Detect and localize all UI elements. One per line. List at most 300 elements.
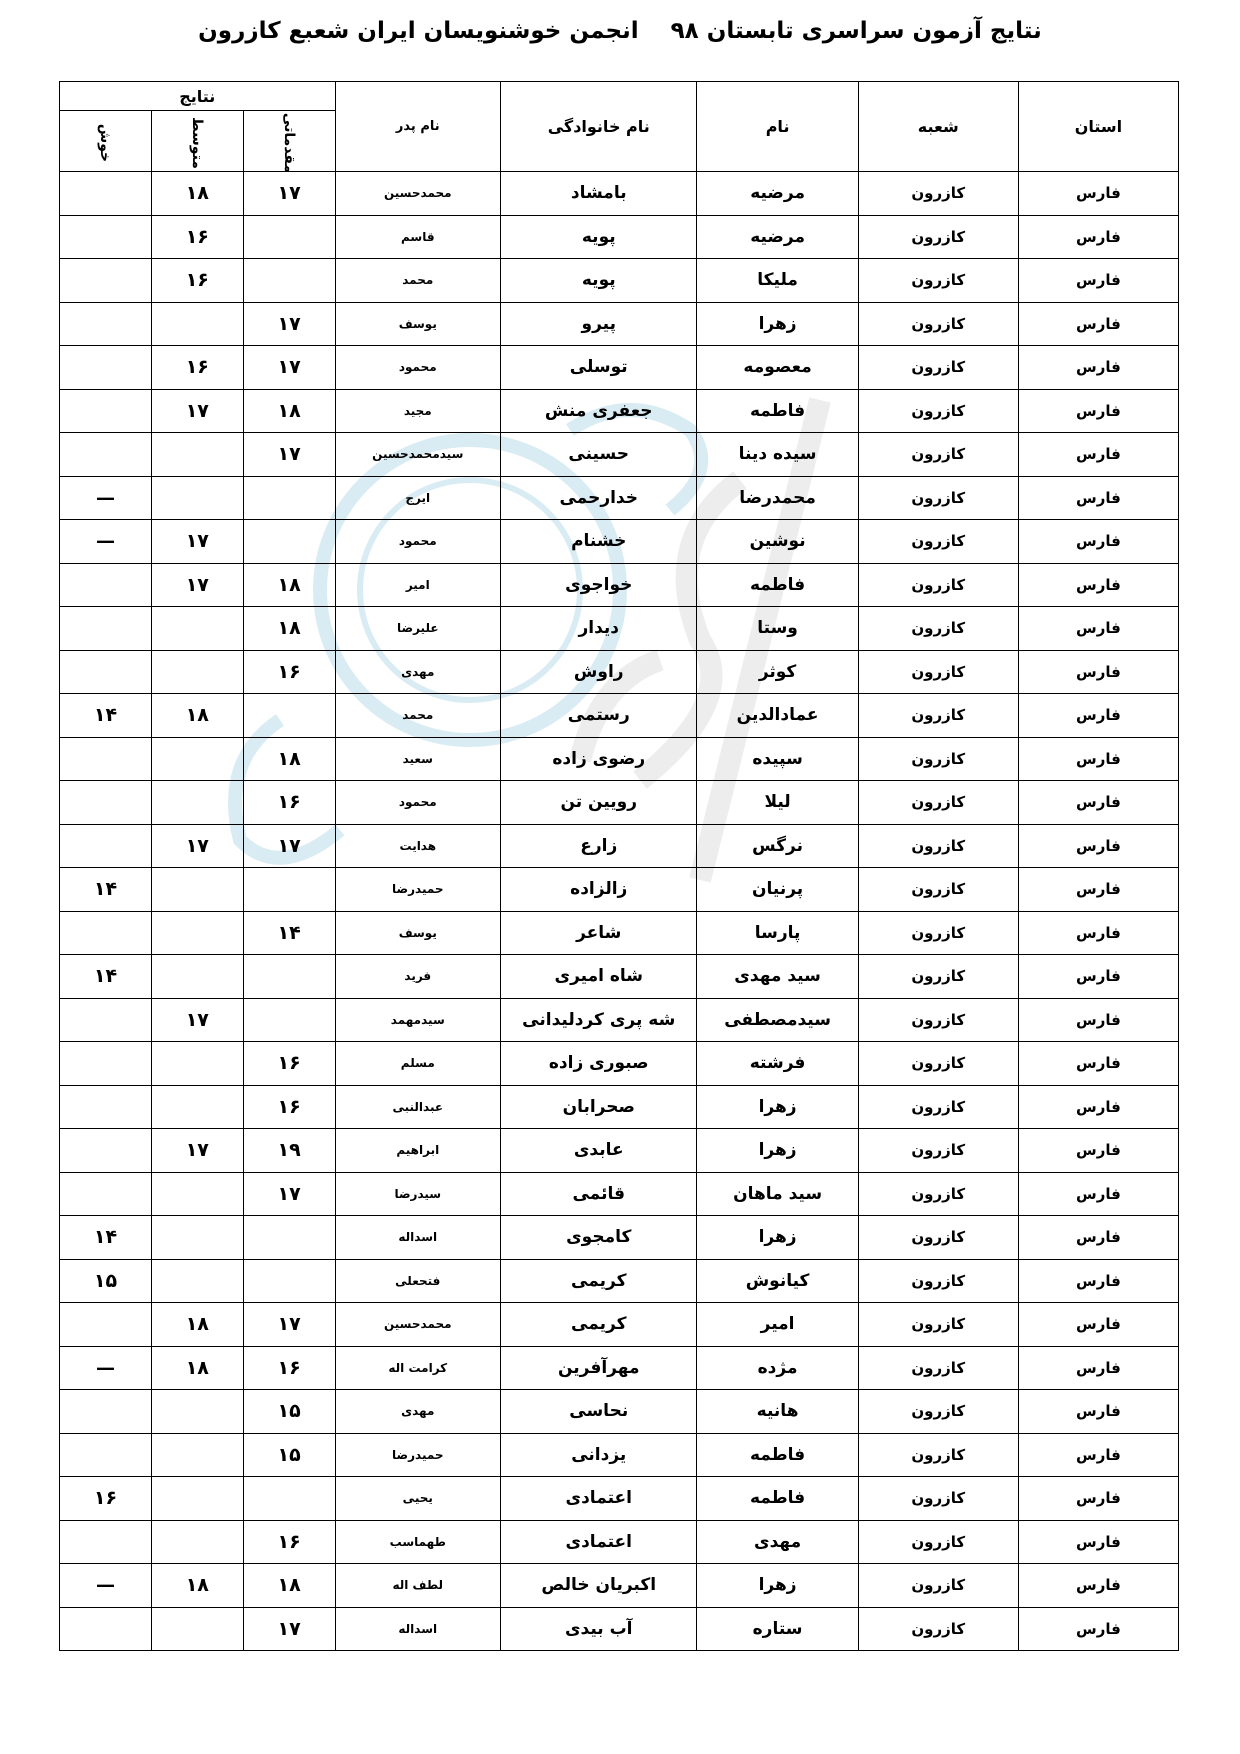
cell-family: حسینی xyxy=(501,433,697,477)
cell-shobe: کازرون xyxy=(858,389,1018,433)
cell-ostan: فارس xyxy=(1018,1303,1178,1347)
cell-ostan: فارس xyxy=(1018,302,1178,346)
cell-father: اسداله xyxy=(335,1607,500,1651)
cell-ostan: فارس xyxy=(1018,998,1178,1042)
cell-moghadamati: ۱۷ xyxy=(243,172,335,216)
cell-father: مهدی xyxy=(335,1390,500,1434)
cell-shobe: کازرون xyxy=(858,1564,1018,1608)
cell-khosh xyxy=(60,1129,152,1173)
cell-father: طهماسب xyxy=(335,1520,500,1564)
cell-ostan: فارس xyxy=(1018,1607,1178,1651)
cell-ostan: فارس xyxy=(1018,1564,1178,1608)
cell-khosh xyxy=(60,259,152,303)
cell-name: لیلا xyxy=(697,781,858,825)
cell-khosh xyxy=(60,1520,152,1564)
cell-shobe: کازرون xyxy=(858,607,1018,651)
cell-father: یوسف xyxy=(335,911,500,955)
cell-moghadamati: ۱۵ xyxy=(243,1390,335,1434)
cell-name: فاطمه xyxy=(697,1433,858,1477)
cell-moghadamati: ۱۹ xyxy=(243,1129,335,1173)
table-row xyxy=(60,1477,1179,1521)
cell-moghadamati xyxy=(243,694,335,738)
cell-khosh xyxy=(60,1042,152,1086)
cell-family: دیدار xyxy=(501,607,697,651)
cell-father: سیدمحمدحسین xyxy=(335,433,500,477)
cell-moghadamati xyxy=(243,215,335,259)
cell-father: محمد xyxy=(335,694,500,738)
cell-khosh: ۱۵ xyxy=(60,1259,152,1303)
cell-ostan: فارس xyxy=(1018,1346,1178,1390)
cell-family: قائمی xyxy=(501,1172,697,1216)
cell-motevaset xyxy=(151,868,243,912)
cell-family: شاعر xyxy=(501,911,697,955)
cell-family: صحرابان xyxy=(501,1085,697,1129)
cell-khosh xyxy=(60,781,152,825)
cell-moghadamati: ۱۵ xyxy=(243,1433,335,1477)
cell-ostan: فارس xyxy=(1018,1477,1178,1521)
cell-khosh xyxy=(60,1085,152,1129)
cell-khosh: ۱۴ xyxy=(60,694,152,738)
cell-khosh: — xyxy=(60,1346,152,1390)
cell-moghadamati: ۱۶ xyxy=(243,650,335,694)
cell-name: سید ماهان xyxy=(697,1172,858,1216)
cell-family: رویین تن xyxy=(501,781,697,825)
header-name: نام xyxy=(697,82,858,172)
title-org: انجمن خوشنویسان ایران شعبع کازرون xyxy=(198,18,639,44)
cell-moghadamati xyxy=(243,955,335,999)
cell-name: پارسا xyxy=(697,911,858,955)
cell-ostan: فارس xyxy=(1018,389,1178,433)
cell-name: کیانوش xyxy=(697,1259,858,1303)
cell-name: هانیه xyxy=(697,1390,858,1434)
cell-family: عابدی xyxy=(501,1129,697,1173)
cell-motevaset: ۱۷ xyxy=(151,563,243,607)
results-table xyxy=(59,81,1179,1651)
header-moghadamati-label: مقدماتی xyxy=(281,112,298,173)
cell-motevaset xyxy=(151,1433,243,1477)
table-row xyxy=(60,302,1179,346)
cell-name: سیده دینا xyxy=(697,433,858,477)
cell-shobe: کازرون xyxy=(858,1477,1018,1521)
cell-motevaset xyxy=(151,476,243,520)
cell-family: رستمی xyxy=(501,694,697,738)
table-row xyxy=(60,781,1179,825)
table-row xyxy=(60,911,1179,955)
cell-family: آب بیدی xyxy=(501,1607,697,1651)
cell-shobe: کازرون xyxy=(858,1520,1018,1564)
cell-shobe: کازرون xyxy=(858,1607,1018,1651)
cell-motevaset xyxy=(151,1477,243,1521)
cell-shobe: کازرون xyxy=(858,1303,1018,1347)
cell-name: سپیده xyxy=(697,737,858,781)
cell-name: کوثر xyxy=(697,650,858,694)
table-row xyxy=(60,1259,1179,1303)
cell-name: وستا xyxy=(697,607,858,651)
cell-shobe: کازرون xyxy=(858,1172,1018,1216)
cell-name: امیر xyxy=(697,1303,858,1347)
cell-ostan: فارس xyxy=(1018,1085,1178,1129)
cell-motevaset: ۱۷ xyxy=(151,389,243,433)
cell-family: زارع xyxy=(501,824,697,868)
table-row xyxy=(60,433,1179,477)
results-body xyxy=(60,172,1179,1651)
cell-father: محمود xyxy=(335,781,500,825)
cell-father: محمود xyxy=(335,346,500,390)
cell-family: توسلی xyxy=(501,346,697,390)
cell-moghadamati: ۱۷ xyxy=(243,824,335,868)
cell-family: کامجوی xyxy=(501,1216,697,1260)
cell-khosh xyxy=(60,1433,152,1477)
cell-father: سعید xyxy=(335,737,500,781)
cell-ostan: فارس xyxy=(1018,476,1178,520)
cell-khosh: ۱۴ xyxy=(60,955,152,999)
cell-father: یوسف xyxy=(335,302,500,346)
cell-father: مجید xyxy=(335,389,500,433)
cell-father: لطف اله xyxy=(335,1564,500,1608)
cell-ostan: فارس xyxy=(1018,781,1178,825)
cell-family: اکبریان خالص xyxy=(501,1564,697,1608)
cell-motevaset: ۱۷ xyxy=(151,520,243,564)
cell-moghadamati: ۱۶ xyxy=(243,781,335,825)
cell-family: یزدانی xyxy=(501,1433,697,1477)
cell-family: پیرو xyxy=(501,302,697,346)
cell-moghadamati: ۱۷ xyxy=(243,1172,335,1216)
cell-moghadamati: ۱۶ xyxy=(243,1346,335,1390)
cell-name: مرضیه xyxy=(697,172,858,216)
cell-father: محمدحسین xyxy=(335,172,500,216)
cell-shobe: کازرون xyxy=(858,911,1018,955)
cell-khosh xyxy=(60,1390,152,1434)
cell-name: پرنیان xyxy=(697,868,858,912)
cell-name: فاطمه xyxy=(697,563,858,607)
cell-khosh xyxy=(60,389,152,433)
cell-khosh xyxy=(60,737,152,781)
cell-khosh xyxy=(60,607,152,651)
cell-motevaset xyxy=(151,955,243,999)
cell-motevaset xyxy=(151,1259,243,1303)
cell-name: نوشین xyxy=(697,520,858,564)
cell-shobe: کازرون xyxy=(858,737,1018,781)
cell-ostan: فارس xyxy=(1018,1129,1178,1173)
cell-name: زهرا xyxy=(697,302,858,346)
table-row xyxy=(60,1216,1179,1260)
cell-family: کریمی xyxy=(501,1259,697,1303)
cell-father: ایرج xyxy=(335,476,500,520)
cell-motevaset xyxy=(151,433,243,477)
table-row xyxy=(60,1042,1179,1086)
cell-family: زالزاده xyxy=(501,868,697,912)
cell-moghadamati: ۱۷ xyxy=(243,1303,335,1347)
cell-motevaset xyxy=(151,1520,243,1564)
cell-motevaset: ۱۷ xyxy=(151,824,243,868)
cell-motevaset: ۱۸ xyxy=(151,1564,243,1608)
cell-motevaset xyxy=(151,737,243,781)
cell-shobe: کازرون xyxy=(858,1390,1018,1434)
cell-family: خواجوی xyxy=(501,563,697,607)
cell-name: معصومه xyxy=(697,346,858,390)
cell-ostan: فارس xyxy=(1018,520,1178,564)
cell-khosh xyxy=(60,1172,152,1216)
table-row xyxy=(60,824,1179,868)
header-father: نام پدر xyxy=(335,82,500,172)
cell-khosh xyxy=(60,302,152,346)
cell-father: کرامت اله xyxy=(335,1346,500,1390)
cell-father: ابراهیم xyxy=(335,1129,500,1173)
header-ostan: استان xyxy=(1018,82,1178,172)
cell-shobe: کازرون xyxy=(858,1129,1018,1173)
cell-moghadamati: ۱۸ xyxy=(243,563,335,607)
table-row xyxy=(60,1085,1179,1129)
cell-shobe: کازرون xyxy=(858,650,1018,694)
cell-father: اسداله xyxy=(335,1216,500,1260)
cell-khosh xyxy=(60,824,152,868)
cell-father: محمود xyxy=(335,520,500,564)
cell-ostan: فارس xyxy=(1018,259,1178,303)
cell-family: اعتمادی xyxy=(501,1477,697,1521)
cell-khosh xyxy=(60,998,152,1042)
cell-name: زهرا xyxy=(697,1216,858,1260)
cell-ostan: فارس xyxy=(1018,955,1178,999)
cell-shobe: کازرون xyxy=(858,259,1018,303)
header-khosh-label: خوش xyxy=(97,123,114,162)
cell-father: سیدمهمد xyxy=(335,998,500,1042)
cell-name: ستاره xyxy=(697,1607,858,1651)
cell-father: فرید xyxy=(335,955,500,999)
cell-father: هدایت xyxy=(335,824,500,868)
cell-shobe: کازرون xyxy=(858,824,1018,868)
cell-name: عمادالدین xyxy=(697,694,858,738)
cell-motevaset xyxy=(151,911,243,955)
cell-khosh: ۱۶ xyxy=(60,1477,152,1521)
cell-shobe: کازرون xyxy=(858,302,1018,346)
cell-ostan: فارس xyxy=(1018,215,1178,259)
cell-moghadamati: ۱۶ xyxy=(243,1042,335,1086)
cell-ostan: فارس xyxy=(1018,694,1178,738)
cell-ostan: فارس xyxy=(1018,1259,1178,1303)
cell-moghadamati xyxy=(243,1259,335,1303)
cell-shobe: کازرون xyxy=(858,868,1018,912)
cell-name: محمدرضا xyxy=(697,476,858,520)
header-moghadamati xyxy=(243,111,335,172)
cell-family: پویه xyxy=(501,259,697,303)
table-row xyxy=(60,1390,1179,1434)
cell-family: کریمی xyxy=(501,1303,697,1347)
cell-ostan: فارس xyxy=(1018,868,1178,912)
cell-ostan: فارس xyxy=(1018,1433,1178,1477)
table-row xyxy=(60,1303,1179,1347)
table-row xyxy=(60,1607,1179,1651)
table-row xyxy=(60,607,1179,651)
cell-shobe: کازرون xyxy=(858,781,1018,825)
cell-shobe: کازرون xyxy=(858,520,1018,564)
table-row xyxy=(60,1346,1179,1390)
cell-khosh xyxy=(60,346,152,390)
cell-father: یحیی xyxy=(335,1477,500,1521)
cell-name: نرگس xyxy=(697,824,858,868)
cell-name: زهرا xyxy=(697,1129,858,1173)
cell-father: مهدی xyxy=(335,650,500,694)
cell-moghadamati: ۱۸ xyxy=(243,737,335,781)
cell-family: رضوی زاده xyxy=(501,737,697,781)
header-motevaset-label: متوسط xyxy=(189,116,206,169)
cell-name: سیدمصطفی xyxy=(697,998,858,1042)
cell-motevaset xyxy=(151,1390,243,1434)
cell-moghadamati: ۱۶ xyxy=(243,1520,335,1564)
cell-motevaset: ۱۸ xyxy=(151,172,243,216)
table-row xyxy=(60,476,1179,520)
table-row xyxy=(60,1433,1179,1477)
table-row xyxy=(60,1172,1179,1216)
cell-moghadamati: ۱۶ xyxy=(243,1085,335,1129)
table-row xyxy=(60,563,1179,607)
cell-father: مسلم xyxy=(335,1042,500,1086)
cell-ostan: فارس xyxy=(1018,911,1178,955)
cell-khosh xyxy=(60,1303,152,1347)
cell-ostan: فارس xyxy=(1018,607,1178,651)
cell-ostan: فارس xyxy=(1018,563,1178,607)
cell-name: فاطمه xyxy=(697,1477,858,1521)
cell-family: جعفری منش xyxy=(501,389,697,433)
cell-motevaset: ۱۶ xyxy=(151,346,243,390)
cell-khosh xyxy=(60,433,152,477)
header-motevaset xyxy=(151,111,243,172)
cell-family: راوش xyxy=(501,650,697,694)
cell-name: سید مهدی xyxy=(697,955,858,999)
title-main: نتایج آزمون سراسری تابستان ۹۸ xyxy=(670,18,1042,44)
cell-moghadamati xyxy=(243,868,335,912)
cell-ostan: فارس xyxy=(1018,1172,1178,1216)
cell-khosh: ۱۴ xyxy=(60,1216,152,1260)
table-row xyxy=(60,172,1179,216)
cell-ostan: فارس xyxy=(1018,433,1178,477)
cell-father: عبدالنبی xyxy=(335,1085,500,1129)
table-row xyxy=(60,737,1179,781)
cell-shobe: کازرون xyxy=(858,1216,1018,1260)
cell-shobe: کازرون xyxy=(858,1346,1018,1390)
cell-family: پویه xyxy=(501,215,697,259)
cell-family: نحاسی xyxy=(501,1390,697,1434)
cell-name: مرضیه xyxy=(697,215,858,259)
cell-name: فرشته xyxy=(697,1042,858,1086)
cell-father: محمدحسین xyxy=(335,1303,500,1347)
cell-name: مژده xyxy=(697,1346,858,1390)
cell-khosh xyxy=(60,215,152,259)
cell-ostan: فارس xyxy=(1018,172,1178,216)
cell-ostan: فارس xyxy=(1018,650,1178,694)
cell-family: مهرآفرین xyxy=(501,1346,697,1390)
cell-motevaset xyxy=(151,1085,243,1129)
cell-father: امیر xyxy=(335,563,500,607)
cell-family: اعتمادی xyxy=(501,1520,697,1564)
table-row xyxy=(60,215,1179,259)
cell-khosh: — xyxy=(60,1564,152,1608)
header-shobe: شعبه xyxy=(858,82,1018,172)
cell-shobe: کازرون xyxy=(858,172,1018,216)
cell-moghadamati xyxy=(243,1216,335,1260)
cell-moghadamati: ۱۴ xyxy=(243,911,335,955)
cell-khosh xyxy=(60,911,152,955)
cell-khosh xyxy=(60,650,152,694)
table-row xyxy=(60,955,1179,999)
cell-moghadamati: ۱۸ xyxy=(243,389,335,433)
cell-motevaset: ۱۷ xyxy=(151,998,243,1042)
cell-khosh: — xyxy=(60,476,152,520)
cell-ostan: فارس xyxy=(1018,346,1178,390)
cell-motevaset: ۱۷ xyxy=(151,1129,243,1173)
cell-khosh xyxy=(60,563,152,607)
cell-moghadamati: ۱۷ xyxy=(243,1607,335,1651)
header-results: نتایج xyxy=(60,82,336,111)
cell-family: شه پری کردلیدانی xyxy=(501,998,697,1042)
cell-shobe: کازرون xyxy=(858,215,1018,259)
cell-moghadamati xyxy=(243,520,335,564)
table-row xyxy=(60,1129,1179,1173)
cell-moghadamati xyxy=(243,998,335,1042)
table-row xyxy=(60,868,1179,912)
table-row xyxy=(60,650,1179,694)
cell-father: فتحعلی xyxy=(335,1259,500,1303)
header-family: نام خانوادگی xyxy=(501,82,697,172)
cell-father: قاسم xyxy=(335,215,500,259)
cell-shobe: کازرون xyxy=(858,563,1018,607)
cell-family: بامشاد xyxy=(501,172,697,216)
cell-moghadamati: ۱۸ xyxy=(243,607,335,651)
header-khosh xyxy=(60,111,152,172)
cell-name: ملیکا xyxy=(697,259,858,303)
cell-motevaset xyxy=(151,1172,243,1216)
table-row xyxy=(60,1564,1179,1608)
cell-family: شاه امیری xyxy=(501,955,697,999)
cell-motevaset xyxy=(151,607,243,651)
cell-father: سیدرضا xyxy=(335,1172,500,1216)
cell-shobe: کازرون xyxy=(858,1085,1018,1129)
cell-name: مهدی xyxy=(697,1520,858,1564)
cell-motevaset xyxy=(151,1042,243,1086)
cell-moghadamati: ۱۷ xyxy=(243,433,335,477)
table-row xyxy=(60,1520,1179,1564)
cell-moghadamati: ۱۷ xyxy=(243,302,335,346)
cell-motevaset xyxy=(151,1216,243,1260)
cell-father: حمیدرضا xyxy=(335,1433,500,1477)
table-row xyxy=(60,259,1179,303)
cell-ostan: فارس xyxy=(1018,737,1178,781)
cell-motevaset: ۱۶ xyxy=(151,259,243,303)
cell-shobe: کازرون xyxy=(858,694,1018,738)
table-row xyxy=(60,998,1179,1042)
cell-shobe: کازرون xyxy=(858,346,1018,390)
cell-name: زهرا xyxy=(697,1564,858,1608)
cell-father: محمد xyxy=(335,259,500,303)
cell-name: زهرا xyxy=(697,1085,858,1129)
cell-motevaset xyxy=(151,302,243,346)
cell-name: فاطمه xyxy=(697,389,858,433)
cell-ostan: فارس xyxy=(1018,1390,1178,1434)
cell-moghadamati: ۱۸ xyxy=(243,1564,335,1608)
table-row xyxy=(60,346,1179,390)
cell-shobe: کازرون xyxy=(858,998,1018,1042)
cell-khosh xyxy=(60,172,152,216)
cell-shobe: کازرون xyxy=(858,1042,1018,1086)
cell-ostan: فارس xyxy=(1018,1042,1178,1086)
cell-motevaset xyxy=(151,650,243,694)
cell-shobe: کازرون xyxy=(858,1259,1018,1303)
cell-motevaset xyxy=(151,1607,243,1651)
table-row xyxy=(60,694,1179,738)
cell-moghadamati xyxy=(243,1477,335,1521)
cell-shobe: کازرون xyxy=(858,433,1018,477)
cell-shobe: کازرون xyxy=(858,955,1018,999)
page-title xyxy=(0,18,1240,44)
